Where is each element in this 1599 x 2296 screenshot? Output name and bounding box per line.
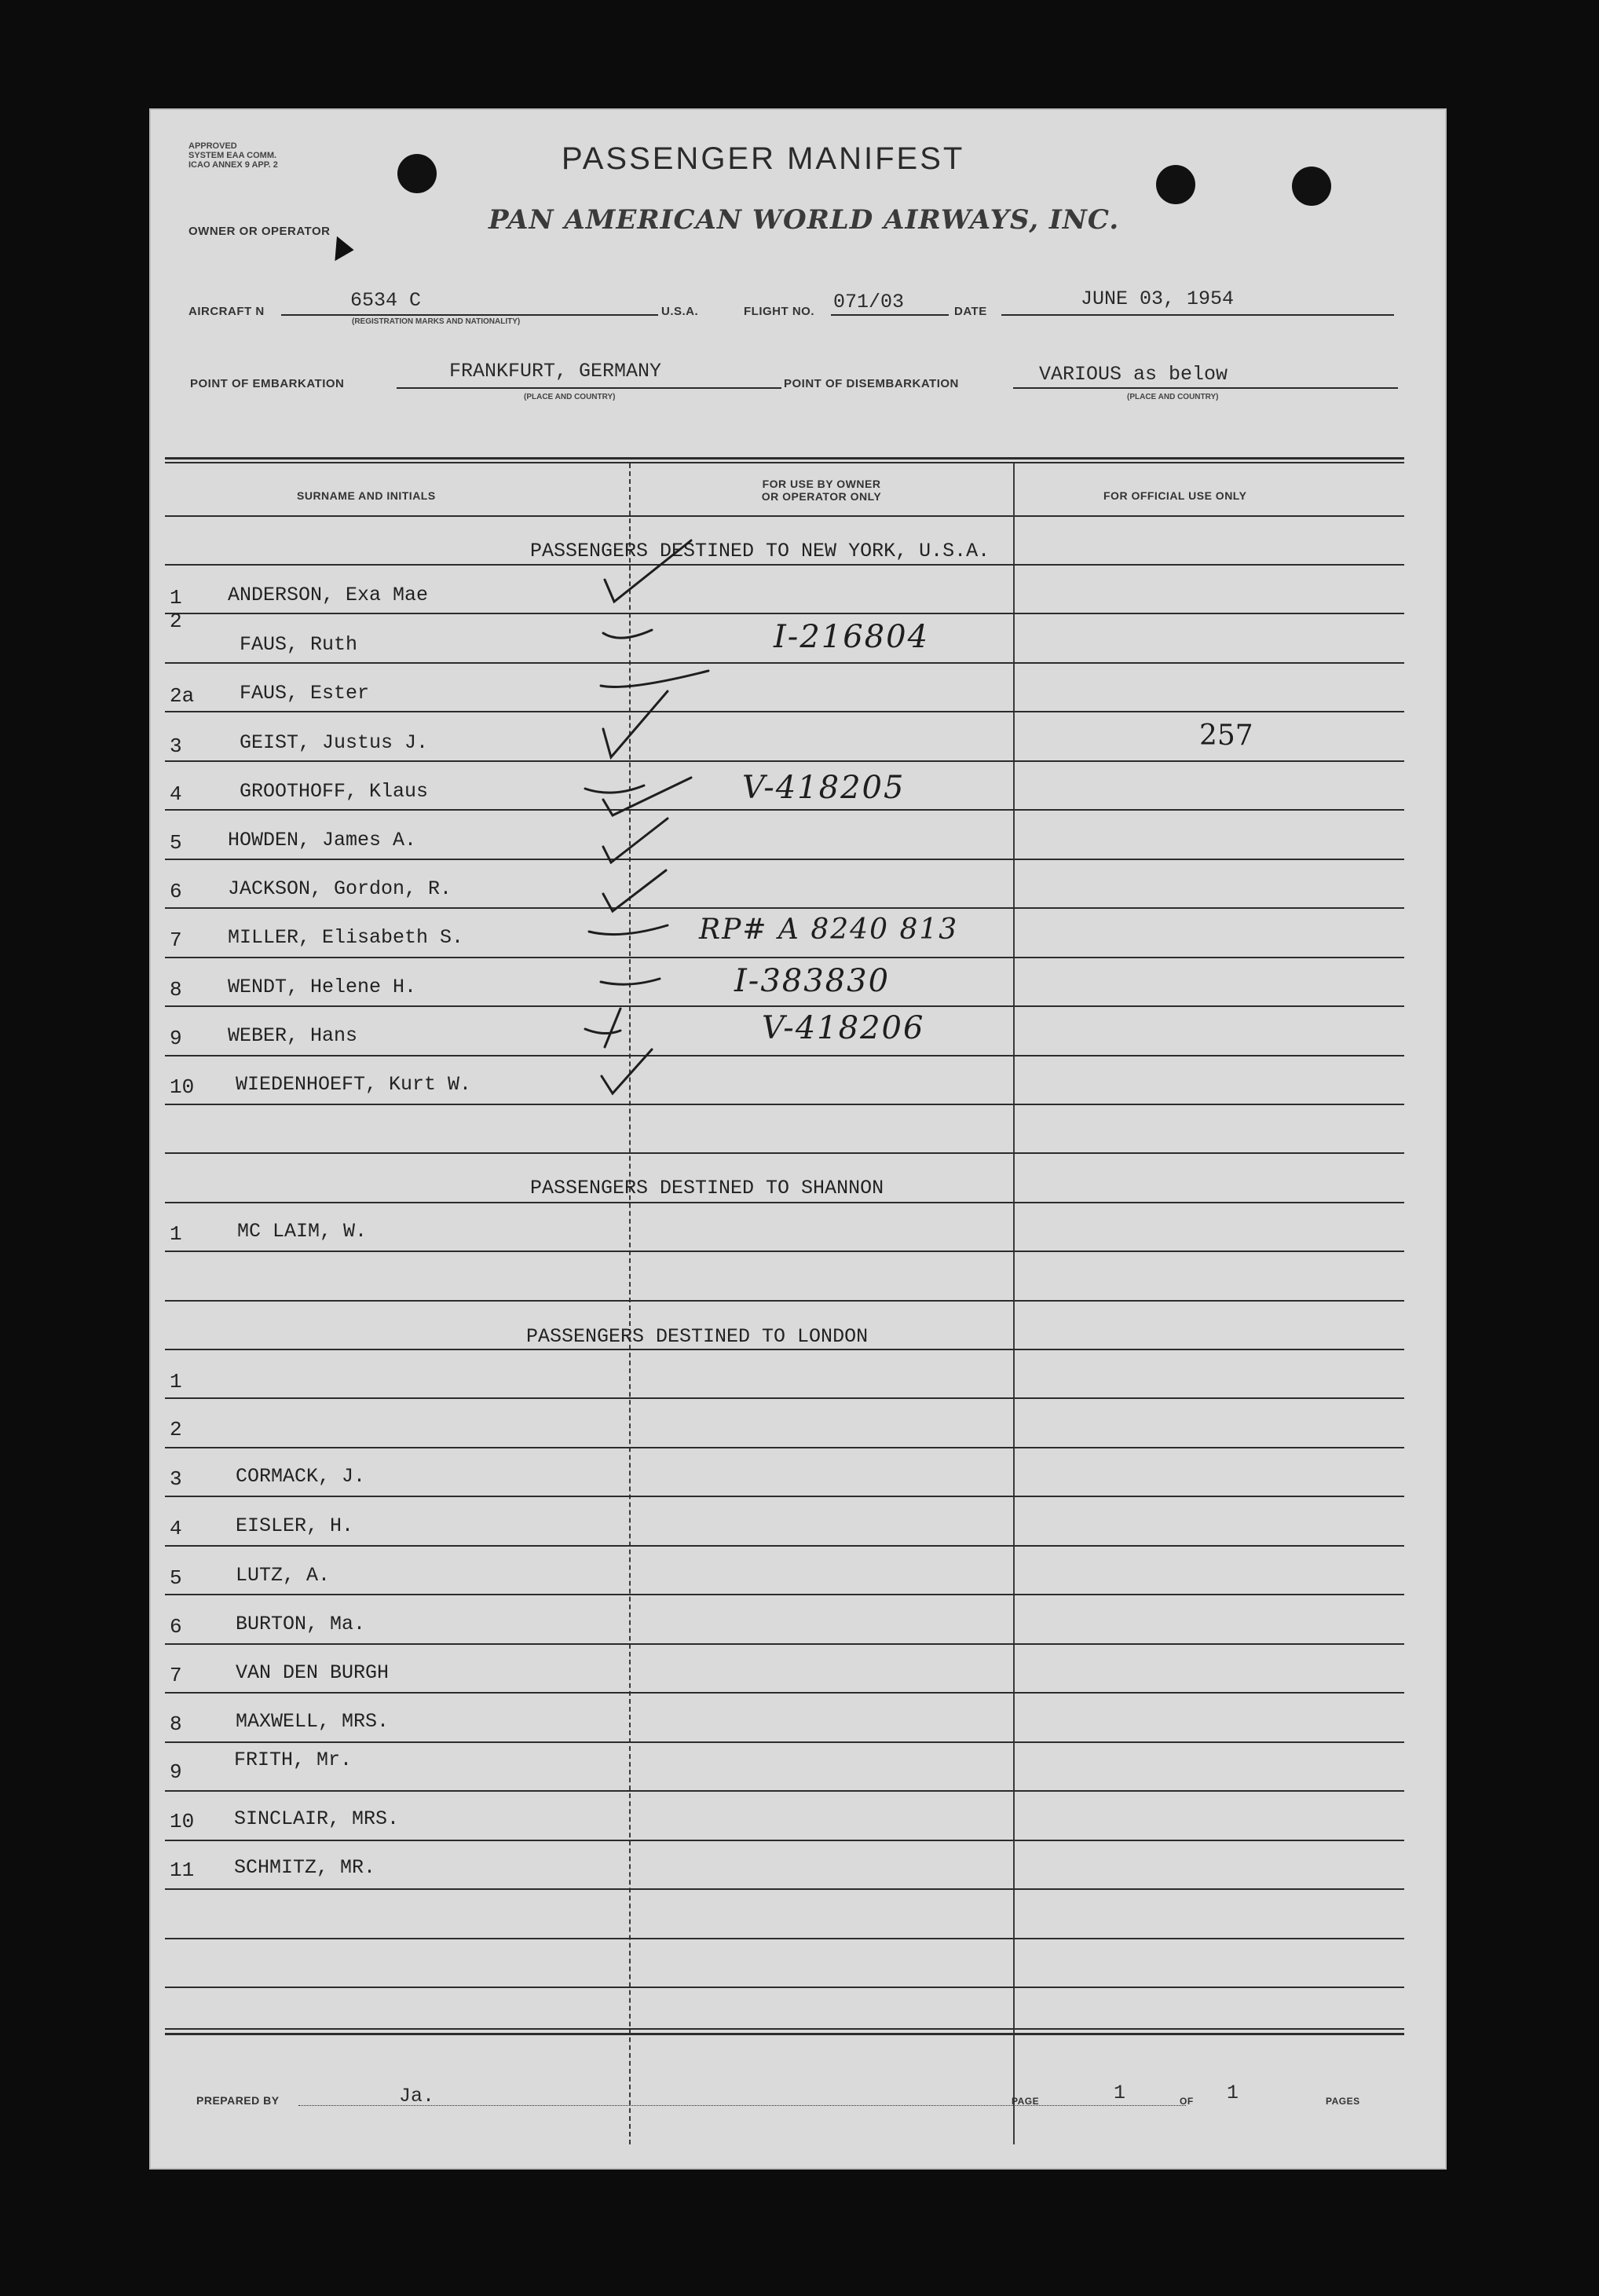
passenger-name: WENDT, Helene H. (228, 976, 417, 998)
passenger-name: WEBER, Hans (228, 1024, 358, 1047)
owner-use-line-2: OR OPERATOR ONLY (761, 490, 882, 503)
passenger-name: MAXWELL, MRS. (236, 1710, 390, 1733)
row-number: 6 (170, 880, 182, 903)
row-number: 10 (170, 1075, 195, 1099)
aircraft-label: AIRCRAFT N (188, 305, 265, 318)
check-mark-icon (589, 925, 668, 935)
row-number: 6 (170, 1615, 182, 1639)
owner-note: V-418206 (762, 1010, 925, 1046)
row-number: 1 (170, 586, 182, 610)
disembark-value: VARIOUS as below (1039, 363, 1228, 386)
passenger-name: MC LAIM, W. (237, 1220, 368, 1243)
usa-label: U.S.A. (661, 305, 699, 318)
prepared-value: Ja. (399, 2085, 435, 2107)
row-number: 11 (170, 1858, 195, 1882)
row-number: 9 (170, 1027, 182, 1050)
row-number: 4 (170, 782, 182, 806)
passenger-name: FRITH, Mr. (234, 1749, 353, 1771)
row-number: 1 (170, 1370, 182, 1393)
row-number: 5 (170, 831, 182, 855)
passenger-name: JACKSON, Gordon, R. (228, 877, 452, 900)
page-value: 1 (1114, 2082, 1126, 2104)
row-number: 3 (170, 1467, 182, 1491)
check-mark-icon (585, 1029, 620, 1034)
approved-line-2: SYSTEM EAA COMM. (188, 151, 277, 160)
passenger-name: SCHMITZ, MR. (234, 1856, 376, 1879)
passenger-name: GEIST, Justus J. (240, 731, 429, 754)
of-label: OF (1180, 2096, 1194, 2107)
passenger-name: CORMACK, J. (236, 1465, 366, 1488)
column-header-official: FOR OFFICIAL USE ONLY (1103, 489, 1247, 502)
passenger-name: GROOTHOFF, Klaus (240, 780, 429, 803)
section-title-shannon: PASSENGERS DESTINED TO SHANNON (530, 1177, 884, 1199)
page-title: PASSENGER MANIFEST (562, 141, 965, 176)
date-label: DATE (954, 305, 987, 318)
manifest-sheet (149, 108, 1447, 2170)
row-number: 2 (170, 1418, 182, 1441)
check-mark-icon (605, 540, 691, 602)
check-mark-icon (603, 691, 668, 757)
prepared-label: PREPARED BY (196, 2094, 280, 2107)
passenger-name: ANDERSON, Exa Mae (228, 584, 429, 606)
row-number: 7 (170, 1664, 182, 1687)
check-mark-icon (601, 671, 708, 687)
owner-note: V-418205 (742, 770, 906, 806)
owner-use-line-1: FOR USE BY OWNER (762, 478, 881, 490)
passenger-name: SINCLAIR, MRS. (234, 1807, 400, 1830)
embark-value: FRANKFURT, GERMANY (449, 360, 662, 383)
disembark-sub-label: (PLACE AND COUNTRY) (1127, 393, 1219, 401)
aircraft-value: 6534 C (350, 289, 422, 312)
official-number: 257 (1199, 720, 1253, 752)
passenger-name: WIEDENHOEFT, Kurt W. (236, 1073, 472, 1096)
approved-line-1: APPROVED (188, 141, 237, 151)
embark-label: POINT OF EMBARKATION (190, 377, 345, 390)
of-value: 1 (1227, 2082, 1239, 2104)
check-mark-icon (602, 1049, 652, 1093)
disembark-label: POINT OF DISEMBARKATION (784, 377, 959, 390)
section-title-new-york: PASSENGERS DESTINED TO NEW YORK, U.S.A. (530, 540, 990, 562)
owner-label: OWNER OR OPERATOR (188, 225, 331, 238)
row-number: 2 (170, 610, 182, 633)
passenger-name: BURTON, Ma. (236, 1613, 366, 1635)
passenger-name: FAUS, Ester (240, 682, 370, 705)
passenger-name: HOWDEN, James A. (228, 829, 417, 851)
passenger-name: MILLER, Elisabeth S. (228, 926, 464, 949)
passenger-name: VAN DEN BURGH (236, 1661, 390, 1684)
aircraft-sub-label: (REGISTRATION MARKS AND NATIONALITY) (352, 317, 521, 326)
passenger-name: LUTZ, A. (236, 1564, 331, 1587)
owner-note: RP# A 8240 813 (699, 914, 959, 946)
owner-name: PAN AMERICAN WORLD AIRWAYS, INC. (488, 204, 1120, 236)
check-mark-icon (603, 630, 652, 638)
flight-value: 071/03 (833, 291, 905, 313)
passenger-name: FAUS, Ruth (240, 633, 358, 656)
owner-note: I-383830 (734, 963, 891, 999)
date-value: JUNE 03, 1954 (1081, 287, 1235, 310)
row-number: 8 (170, 1712, 182, 1736)
check-mark-icon (601, 979, 660, 984)
row-number: 1 (170, 1222, 182, 1246)
section-title-london: PASSENGERS DESTINED TO LONDON (526, 1325, 869, 1348)
page-label: PAGE (1012, 2096, 1040, 2107)
column-header-surname: SURNAME AND INITIALS (297, 489, 436, 502)
check-mark-icon (603, 818, 668, 862)
row-number: 10 (170, 1810, 195, 1833)
row-number: 5 (170, 1566, 182, 1590)
check-mark-icon (603, 778, 691, 815)
check-mark-icon (605, 1009, 620, 1047)
passenger-name: EISLER, H. (236, 1514, 354, 1537)
check-mark-icon (585, 785, 644, 793)
approved-line-3: ICAO ANNEX 9 APP. 2 (188, 160, 278, 170)
row-number: 9 (170, 1760, 182, 1784)
row-number: 4 (170, 1517, 182, 1540)
row-number: 8 (170, 978, 182, 1002)
pages-label: PAGES (1326, 2096, 1360, 2107)
flight-label: FLIGHT NO. (744, 305, 814, 318)
embark-sub-label: (PLACE AND COUNTRY) (524, 393, 616, 401)
row-number: 3 (170, 734, 182, 758)
row-number: 7 (170, 928, 182, 952)
row-number: 2a (170, 684, 195, 708)
check-marks (149, 108, 1447, 2170)
check-mark-icon (603, 870, 666, 911)
owner-note: I-216804 (774, 619, 930, 655)
